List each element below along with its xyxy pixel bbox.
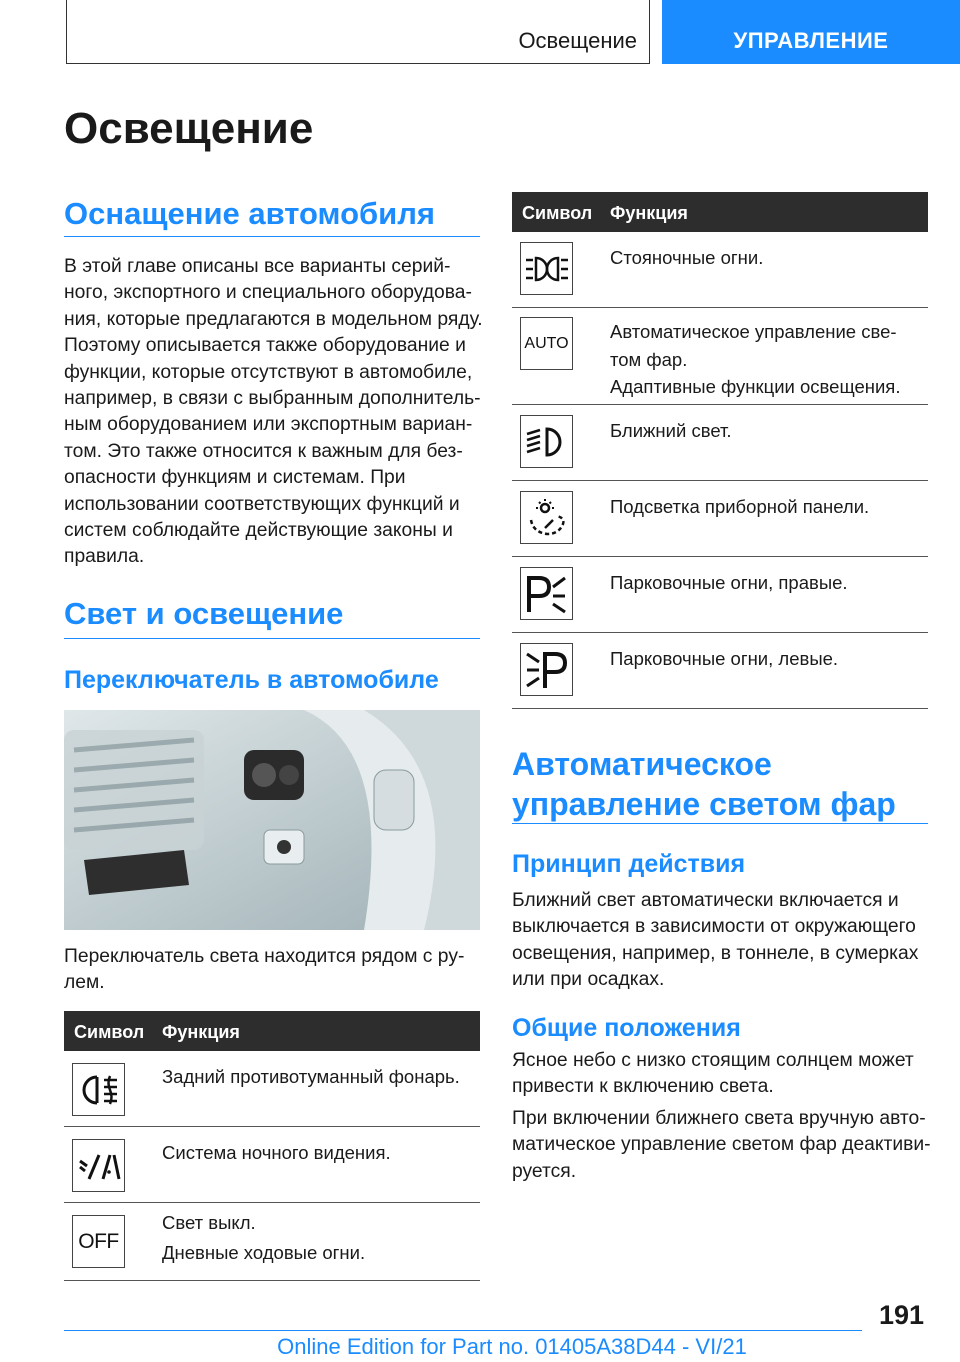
- function-text: Ближний свет.: [610, 420, 732, 441]
- parking-light-left-icon: [520, 643, 573, 696]
- heading-switch: Переключатель в автомобиле: [64, 666, 439, 694]
- table-row: [512, 308, 928, 405]
- heading-auto-headlights: Автоматическое управление светом фар: [512, 746, 896, 822]
- function-text: Стояночные огни.: [610, 247, 764, 268]
- page-title: Освещение: [64, 104, 314, 153]
- switch-caption: Переключатель света находится рядом с ру- лем.: [64, 946, 465, 994]
- col-symbol: Символ: [522, 203, 593, 223]
- table-row: [64, 1127, 480, 1203]
- symbol-table-right: [512, 192, 928, 709]
- heading-general: Общие положения: [512, 1014, 741, 1042]
- auto-icon: AUTO: [520, 317, 573, 370]
- table-row: [64, 1203, 480, 1281]
- instrument-lighting-icon: [520, 491, 573, 544]
- function-text: Свет выкл.: [162, 1212, 256, 1233]
- function-text: Задний противотуманный фонарь.: [162, 1066, 460, 1087]
- table-header: [512, 192, 928, 232]
- footer-edition: Online Edition for Part no. 01405A38D44 - VI/21: [277, 1334, 747, 1359]
- general-paragraph-1: Ясное небо с низко стоящим солнцем может привести к включению света.: [512, 1050, 914, 1098]
- function-text: Парковочные огни, правые.: [610, 572, 848, 593]
- heading-equipment: Оснащение автомобиля: [64, 196, 435, 231]
- heading-principle: Принцип действия: [512, 850, 746, 878]
- col-symbol: Символ: [74, 1022, 145, 1042]
- table-row: [512, 481, 928, 557]
- header-section-tab: [66, 0, 650, 64]
- divider: [64, 638, 480, 639]
- off-icon: OFF: [72, 1215, 125, 1268]
- principle-paragraph: Ближний свет автоматически включается и выключается в зависимости от окружающего освещения, например, в тоннеле, в сумерках или при осадках.: [512, 890, 919, 991]
- parking-light-right-icon: [520, 567, 573, 620]
- function-text: Подсветка приборной панели.: [610, 496, 870, 517]
- table-row: [512, 405, 928, 481]
- rear-fog-light-icon: [72, 1063, 125, 1116]
- header-chapter-label: УПРАВЛЕНИЕ: [733, 28, 889, 53]
- general-paragraph-2: При включении ближнего света вручную авто- матическое управление светом фар деактиви- руется.: [512, 1108, 931, 1182]
- page-number: 191: [878, 1300, 924, 1330]
- table-row: [512, 633, 928, 709]
- function-text: Дневные ходовые огни.: [162, 1242, 366, 1263]
- divider: [512, 823, 928, 824]
- divider: [64, 236, 480, 237]
- table-row: [512, 232, 928, 308]
- low-beam-icon: [520, 415, 573, 468]
- col-function: Функция: [162, 1022, 240, 1042]
- table-row: [64, 1051, 480, 1127]
- parking-lights-icon: [520, 242, 573, 295]
- function-text: Автоматическое управление све- том фар.: [610, 321, 897, 370]
- function-text: Система ночного видения.: [162, 1142, 391, 1163]
- light-switch-photo: [64, 710, 480, 930]
- function-text: Адаптивные функции освещения.: [610, 376, 901, 397]
- col-function: Функция: [610, 203, 688, 223]
- table-row: [512, 557, 928, 633]
- equipment-paragraph: В этой главе описаны все варианты серий- ного, экспортного и специального оборудова- ния, которые предлагаются в модельном ряду. Поэтому описывается также оборудование и функции, которые отсутствуют в автомобиле, например, в связи с выбранным дополнитель- ным оборудованием или экспортным вариан- том. Это также относится к важным для без- опасности функциям и системам. При использовании соответствующих функций и систем соблюдайте действующие законы и правила.: [64, 256, 483, 568]
- header-chapter-tab: [662, 0, 960, 64]
- function-text: Парковочные огни, левые.: [610, 648, 839, 669]
- symbol-table-left: [64, 1011, 480, 1281]
- table-header: [64, 1011, 480, 1051]
- heading-light: Свет и освещение: [64, 596, 344, 631]
- header-section-label: Освещение: [518, 28, 637, 53]
- footer-divider: [64, 1330, 862, 1331]
- night-vision-icon: [72, 1139, 125, 1192]
